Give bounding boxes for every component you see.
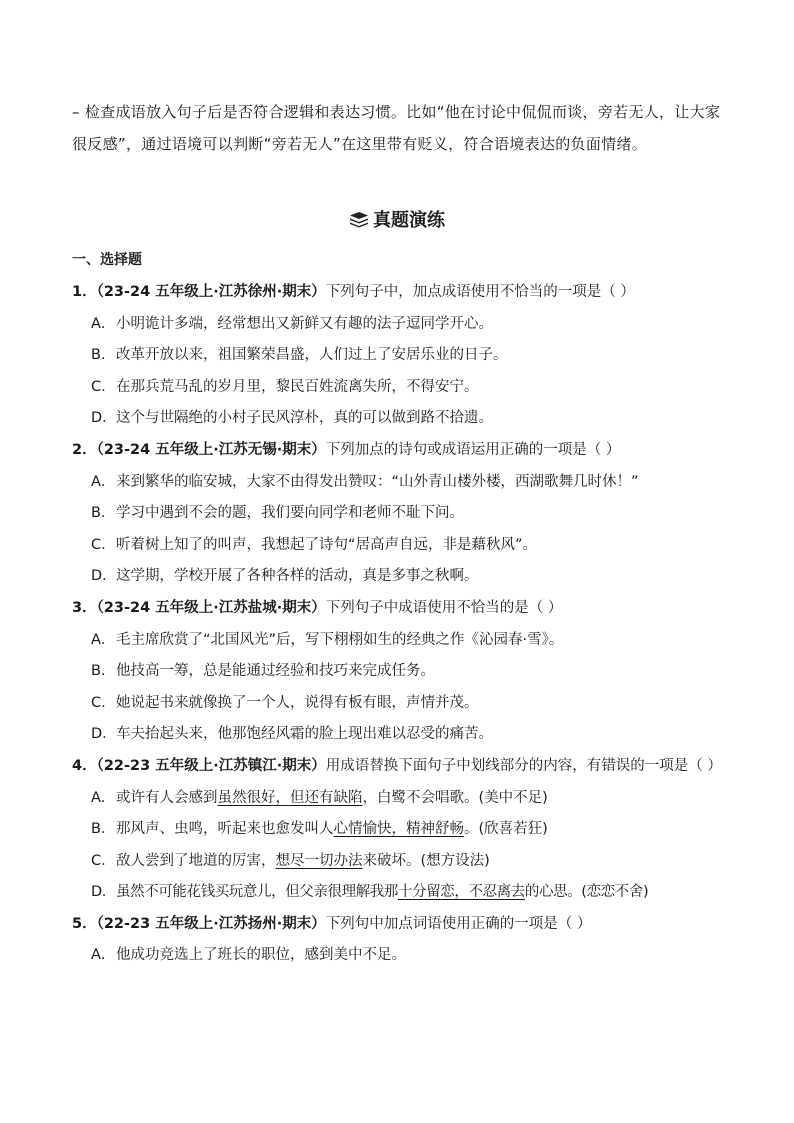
option-text: 学习中遇到不会的题，我们要向同学和老师不耻下问。 xyxy=(116,505,464,522)
option-b xyxy=(72,814,732,846)
question-source: （22-23 五年级上·江苏镇江·期末） xyxy=(96,757,326,774)
question-text: 用成语替换下面句子中划线部分的内容，有错误的一项是（ ） xyxy=(325,757,722,774)
option-text: 车夫抬起头来，他那饱经风霜的脸上现出难以忍受的痛苦。 xyxy=(116,726,493,743)
question-text: 下列句子中成语使用不恰当的是（ ） xyxy=(325,599,563,616)
option-text-pre: 虽然不可能花钱买玩意儿，但父亲很理解我那 xyxy=(116,884,398,901)
option-text-post: 来破坏。(想方设法) xyxy=(362,852,490,869)
option-d xyxy=(72,719,732,751)
option-text: 小明诡计多端，经常想出又新鲜又有趣的法子逗同学开心。 xyxy=(116,315,493,332)
question-source: （23-24 五年级上·江苏徐州·期末） xyxy=(96,284,326,300)
option-text-post: 。(欣喜若狂) xyxy=(464,821,548,838)
question-3 xyxy=(72,593,732,751)
option-text: 这学期，学校开展了各种各样的活动，真是多事之秋啊。 xyxy=(116,568,479,585)
question-number: 1． xyxy=(72,284,97,300)
option-text: 她说起书来就像换了一个人，说得有板有眼，声情并茂。 xyxy=(116,694,479,711)
option-letter: A． xyxy=(91,789,116,806)
question-text: 下列句中加点词语使用正确的一项是（ ） xyxy=(325,915,592,932)
option-letter: C． xyxy=(91,378,116,395)
subsection-title: 一、选择题 xyxy=(72,252,142,268)
question-number: 3． xyxy=(72,599,97,616)
option-letter: C． xyxy=(91,536,116,553)
question-source: （22-23 五年级上·江苏扬州·期末） xyxy=(96,915,326,932)
option-c xyxy=(72,846,732,878)
option-text-post: ，白鹭不会唱歌。(美中不足) xyxy=(362,789,548,806)
option-letter: D． xyxy=(91,410,117,427)
question-source: （23-24 五年级上·江苏无锡·期末） xyxy=(96,441,326,458)
option-letter: B． xyxy=(91,505,116,522)
underlined-phrase: 十分留恋，不忍离去 xyxy=(398,884,525,901)
question-text: 下列句子中，加点成语使用不恰当的一项是（ ） xyxy=(325,284,635,300)
option-letter: C． xyxy=(91,852,116,869)
option-b xyxy=(72,656,732,688)
option-text: 来到繁华的临安城，大家不由得发出赞叹：“山外青山楼外楼，西湖歌舞几时休！” xyxy=(116,473,639,490)
option-c xyxy=(72,372,732,404)
option-text: 在那兵荒马乱的岁月里，黎民百姓流离失所，不得安宁。 xyxy=(116,378,479,395)
option-letter: C． xyxy=(91,694,116,711)
option-text: 改革开放以来，祖国繁荣昌盛，人们过上了安居乐业的日子。 xyxy=(116,347,508,364)
option-a xyxy=(72,467,732,499)
option-a xyxy=(72,783,732,815)
question-1 xyxy=(72,277,732,435)
question-number: 2． xyxy=(72,441,97,458)
option-text: 这个与世隔绝的小村子民风淳朴，真的可以做到路不拾遗。 xyxy=(116,410,493,427)
question-stem xyxy=(72,909,732,941)
question-4 xyxy=(72,751,732,909)
option-letter: B． xyxy=(91,663,116,680)
option-text: 毛主席欣赏了“北国风光”后，写下栩栩如生的经典之作《沁园春·雪》。 xyxy=(116,631,564,648)
option-c xyxy=(72,530,732,562)
section-title-text: 真题演练 xyxy=(373,210,445,231)
question-stem xyxy=(72,593,732,625)
intro-paragraph: – 检查成语放入句子后是否符合逻辑和表达习惯。比如“他在讨论中侃侃而谈，旁若无人，让大家很反感”，通过语境可以判断“旁若无人”在这里带有贬义，符合语境表达的负面情绪。 xyxy=(72,103,721,153)
option-letter: A． xyxy=(91,315,116,332)
option-text-post: 的心思。(恋恋不舍) xyxy=(524,884,649,901)
option-a xyxy=(72,309,732,341)
option-a xyxy=(72,940,732,972)
option-d xyxy=(72,877,732,909)
question-number: 4． xyxy=(72,757,97,774)
question-5 xyxy=(72,909,732,972)
option-d xyxy=(72,561,732,593)
option-letter: A． xyxy=(91,947,116,964)
option-letter: D． xyxy=(91,726,117,743)
option-text: 他技高一筹，总是能通过经验和技巧来完成任务。 xyxy=(116,663,435,680)
question-stem xyxy=(72,751,732,783)
option-letter: A． xyxy=(91,473,116,490)
option-text-pre: 那风声、虫鸣，听起来也愈发叫人 xyxy=(116,821,334,838)
question-stem xyxy=(72,435,732,467)
underlined-phrase: 想尽一切办法 xyxy=(275,852,363,869)
option-text: 他成功竞选上了班长的职位，感到美中不足。 xyxy=(116,947,406,964)
option-b xyxy=(72,498,732,530)
underlined-phrase: 心情愉快，精神舒畅 xyxy=(333,821,464,838)
question-source: （23-24 五年级上·江苏盐城·期末） xyxy=(96,599,326,616)
question-2 xyxy=(72,435,732,593)
section-title xyxy=(0,206,794,239)
option-letter: D． xyxy=(91,884,116,901)
option-letter: B． xyxy=(91,347,116,364)
option-letter: D． xyxy=(91,568,117,585)
books-icon xyxy=(349,209,369,239)
question-text: 下列加点的诗句或成语运用正确的一项是（ ） xyxy=(325,441,621,458)
option-text: 听着树上知了的叫声，我想起了诗句“居高声自远，非是藉秋风”。 xyxy=(116,536,538,553)
option-letter: A． xyxy=(91,631,116,648)
option-d xyxy=(72,403,732,435)
option-b xyxy=(72,340,732,372)
option-letter: B． xyxy=(91,821,116,838)
question-stem xyxy=(72,277,732,309)
option-text-pre: 或许有人会感到 xyxy=(116,789,218,806)
option-c xyxy=(72,688,732,720)
underlined-phrase: 虽然很好，但还有缺陷 xyxy=(217,789,363,806)
question-number: 5． xyxy=(72,915,97,932)
question-list xyxy=(72,277,732,972)
option-a xyxy=(72,625,732,657)
option-text-pre: 敌人尝到了地道的厉害， xyxy=(116,852,276,869)
